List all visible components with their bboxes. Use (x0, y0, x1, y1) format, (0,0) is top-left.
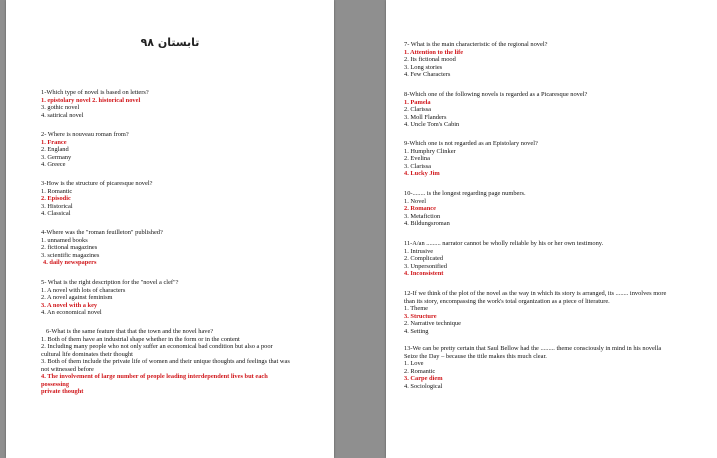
option: 3. gothic novel (41, 104, 80, 111)
option: 4. Greece (41, 161, 66, 168)
question-text: 13-We can be pretty certain that Saul Bellow had the ......... theme consciously in mind in his novella Seize the Day – because the title makes this much clear. (404, 345, 662, 360)
question-12 (404, 290, 669, 335)
option: 3. Unpersonified (404, 262, 447, 270)
option: 2. Its fictional mood (404, 56, 456, 63)
option: 3. Moll Flanders (404, 113, 447, 121)
option: 2. Including many people who not only suffer an economical bad condition but also a poor (41, 343, 273, 350)
correct-answer: 4. Inconsistent (404, 270, 444, 277)
question-2 (41, 131, 129, 169)
correct-answer: 3. Carpe diem (404, 375, 443, 382)
question-text: 11-A/an ......... narrator cannot be wholly reliable by his or her own testimony. (404, 240, 604, 247)
question-4 (41, 229, 163, 267)
option: 2. Romantic (404, 367, 436, 375)
document-page-right (386, 0, 717, 458)
correct-answer: 4. The involvement of large number of people leading interdependent lives but each (41, 373, 268, 380)
question-7 (404, 41, 547, 79)
question-text: 1-Which type of novel is based on letters? (41, 89, 149, 96)
question-11 (404, 240, 603, 278)
question-3 (41, 180, 152, 218)
option: 1. unnamed books (41, 236, 88, 244)
option: 1. Theme (404, 305, 429, 312)
question-text: 9-Which one is not regarded as an Epistolary novel? (404, 140, 538, 147)
correct-answer: 1. Pamela (404, 98, 431, 106)
question-text: 3-How is the structure of picaresque novel? (41, 180, 153, 187)
option-continued: cultural life dominates their thought (41, 350, 133, 358)
correct-answer: 1. France (41, 138, 67, 146)
question-text: 6-What is the same feature that that the town and the novel have? (46, 328, 214, 335)
correct-answer-continued: private thought (41, 388, 84, 395)
option: 2. Narrative technique (404, 320, 461, 327)
option: 3. Germany (41, 153, 72, 161)
option: 3. scientific magazines (41, 251, 100, 259)
correct-answer: 3. A novel with a key (41, 301, 98, 309)
question-6 (41, 328, 290, 396)
option: 2. Complicated (404, 255, 444, 262)
option: 2. Clarissa (404, 106, 431, 113)
option: 3. Metafiction (404, 212, 441, 220)
question-text: 8-Which one of the following novels is regarded as a Picaresque novel? (404, 91, 588, 98)
question-13 (404, 345, 666, 390)
option: 3. Both of them include the private life of women and their unique thoughts and feelings that was (41, 358, 290, 365)
option: 1. Both of them have an industrial shape whether in the form or in the content (41, 335, 240, 343)
page-title: تابستان ۹۸ (140, 36, 200, 49)
option: 1. Intrusive (404, 247, 434, 255)
question-text: 5- What is the right description for the "novel a clef"? (41, 279, 179, 286)
question-text: 4-Where was the "roman feuilleton" published? (41, 229, 163, 236)
option: 1. Romantic (41, 187, 73, 195)
option: 3. Historical (41, 202, 73, 210)
question-10 (404, 190, 526, 228)
correct-answer: 4. daily newspapers (43, 259, 97, 266)
question-1 (41, 89, 149, 119)
option: 4. An economical novel (41, 309, 102, 316)
question-8 (404, 91, 587, 129)
document-page-left (6, 0, 334, 458)
question-text: 2- Where is nouveau roman from? (41, 131, 129, 138)
correct-answer: 1. epistolary novel 2. historical novel (41, 96, 141, 104)
option: 3. Clarissa (404, 162, 431, 170)
option: 2. Evelina (404, 155, 430, 162)
option: 2. fictional magazines (41, 244, 98, 251)
option: 4. satirical novel (41, 111, 84, 119)
question-text: 12-If we think of the plot of the novel as the way in which its story is arranged, its ........ involves more than its story, encompassing the work's total organization as a piece of literature. (404, 290, 667, 305)
correct-answer: 1. Attention to the life (404, 48, 464, 56)
option: 4. Setting (404, 327, 429, 335)
option: 2. A novel against feminism (41, 294, 113, 301)
correct-answer: 2. Romance (404, 205, 436, 212)
question-text: 7- What is the main characteristic of the regional novel? (404, 41, 548, 48)
option: 2. England (41, 146, 69, 153)
correct-answer: 3. Structure (404, 312, 437, 320)
option: 1. Novel (404, 197, 427, 205)
option: 1. Humphry Clinker (404, 147, 456, 155)
question-5 (41, 279, 178, 317)
option: 1. Love (404, 360, 424, 367)
option: 4. Few Characters (404, 71, 451, 78)
option-continued: not witnessed before (41, 365, 94, 373)
option: 4. Classical (41, 210, 71, 217)
option: 1. A novel with lots of characters (41, 286, 126, 294)
correct-answer: 4. Lucky Jim (404, 170, 440, 177)
correct-answer: 2. Episodic (41, 195, 71, 202)
option: 4. Bildungsroman (404, 220, 450, 227)
question-9 (404, 140, 538, 178)
option: 4. Uncle Tom's Cabin (404, 121, 460, 128)
correct-answer-continued: possessing (41, 380, 70, 388)
option: 3. Long stories (404, 63, 443, 71)
question-text: 10-........ is the longest regarding page numbers. (404, 190, 526, 197)
option: 4. Sociological (404, 382, 443, 390)
